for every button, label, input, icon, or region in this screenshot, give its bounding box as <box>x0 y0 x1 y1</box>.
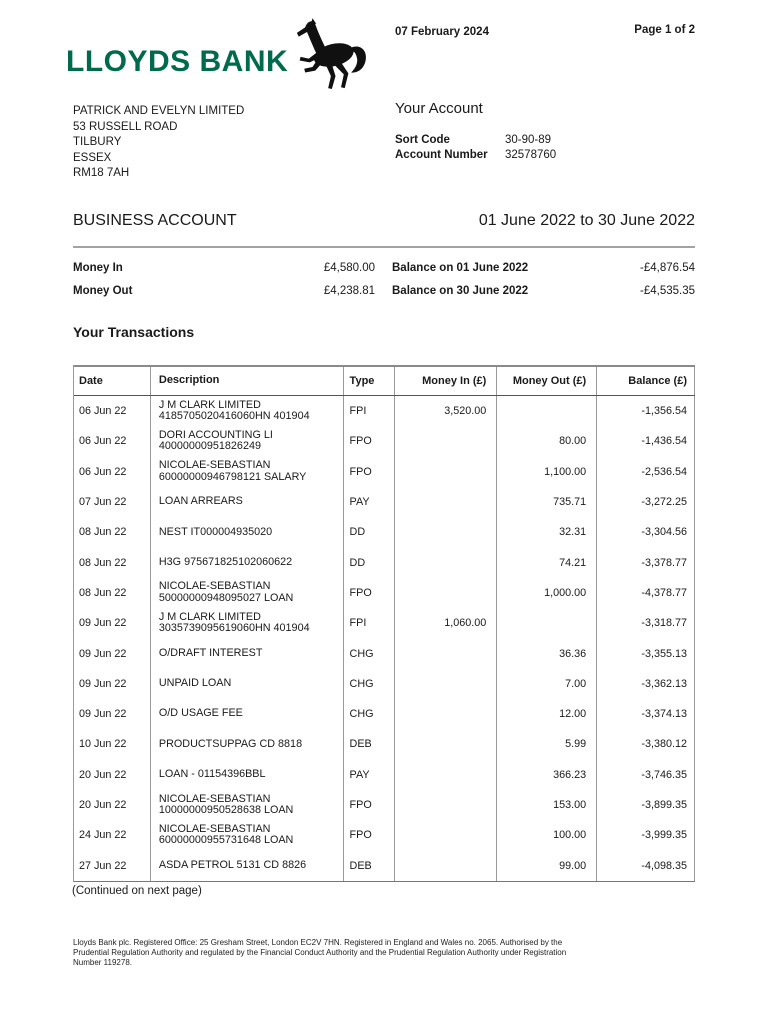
cell-balance: -3,304.56 <box>597 517 695 547</box>
statement-date: 07 February 2024 <box>395 26 489 38</box>
address-line: TILBURY <box>73 136 122 148</box>
table-row <box>74 638 695 668</box>
table-row <box>74 578 695 608</box>
lloyds-bank-logo <box>66 18 376 92</box>
money-out-label: Money Out <box>73 285 133 297</box>
cell-money-in: 3,520.00 <box>395 396 497 426</box>
table-row <box>74 699 695 729</box>
cell-type: FPO <box>344 426 396 456</box>
cell-money-out <box>497 396 597 426</box>
cell-money-in <box>395 729 497 759</box>
cell-balance: -3,899.35 <box>597 790 695 820</box>
cell-type: FPI <box>344 608 396 638</box>
cell-date: 09 Jun 22 <box>74 699 151 729</box>
balance-end-label: Balance on 30 June 2022 <box>392 285 529 297</box>
cell-money-in: 1,060.00 <box>395 608 497 638</box>
statement-period: 01 June 2022 to 30 June 2022 <box>478 212 695 229</box>
cell-description: DORI ACCOUNTING LI 40000000951826249 <box>151 426 344 456</box>
cell-description: J M CLARK LIMITED 4185705020416060HN 401904 <box>151 396 344 426</box>
table-row <box>74 729 695 759</box>
address-line: 53 RUSSELL ROAD <box>73 120 178 133</box>
cell-type: DEB <box>344 729 396 759</box>
summary-row-in <box>73 262 695 285</box>
balance-start-label: Balance on 01 June 2022 <box>392 262 529 274</box>
cell-date: 06 Jun 22 <box>74 457 151 487</box>
cell-description: PRODUCTSUPPAG CD 8818 <box>151 729 344 759</box>
horse-logo-icon <box>284 18 376 92</box>
money-in-label: Money In <box>73 262 123 274</box>
cell-balance: -3,318.77 <box>597 608 695 638</box>
cell-date: 20 Jun 22 <box>74 790 151 820</box>
account-number-value: 32578760 <box>505 149 557 161</box>
cell-balance: -3,272.25 <box>597 487 695 517</box>
bank-name: LLOYDS BANK <box>66 45 289 78</box>
cell-balance: -3,746.35 <box>597 760 695 790</box>
cell-money-out: 366.23 <box>497 760 597 790</box>
table-row <box>74 760 695 790</box>
cell-balance: -3,999.35 <box>597 820 695 850</box>
address-line: RM18 7AH <box>73 167 130 179</box>
divider-rule <box>73 246 695 248</box>
cell-date: 09 Jun 22 <box>74 638 151 668</box>
sort-code-value: 30-90-89 <box>505 134 552 146</box>
summary-row-out <box>73 285 695 308</box>
cell-money-out: 32.31 <box>497 517 597 547</box>
cell-description: LOAN - 01154396BBL <box>151 760 344 790</box>
cell-description: H3G 975671825102060622 <box>151 547 344 577</box>
cell-type: FPO <box>344 820 396 850</box>
cell-balance: -4,098.35 <box>597 850 695 880</box>
cell-money-in <box>395 426 497 456</box>
statement-period-row <box>73 212 695 230</box>
table-row <box>74 457 695 487</box>
cell-type: DEB <box>344 850 396 880</box>
column-header-money-in: Money In (£) <box>395 367 497 395</box>
cell-type: CHG <box>344 638 396 668</box>
account-details <box>395 100 695 163</box>
cell-money-in <box>395 820 497 850</box>
table-row <box>74 669 695 699</box>
cell-description: UNPAID LOAN <box>151 669 344 699</box>
cell-money-out: 7.00 <box>497 669 597 699</box>
legal-footer: Lloyds Bank plc. Registered Office: 25 Gresham Street, London EC2V 7HN. Registered in England and Wales no. 2065. Authorised by the Prudential Regulation Authority and regulated by the Financial Conduct Authority and the Prudential Regulation Authority under Registration Number 119278. <box>73 938 567 967</box>
table-row <box>74 850 695 880</box>
cell-type: DD <box>344 547 396 577</box>
customer-address <box>73 104 244 182</box>
cell-date: 10 Jun 22 <box>74 729 151 759</box>
cell-date: 27 Jun 22 <box>74 850 151 880</box>
cell-money-out: 12.00 <box>497 699 597 729</box>
cell-money-in <box>395 578 497 608</box>
cell-balance: -3,374.13 <box>597 699 695 729</box>
table-row <box>74 396 695 426</box>
cell-money-out: 153.00 <box>497 790 597 820</box>
cell-date: 09 Jun 22 <box>74 669 151 699</box>
cell-money-out: 100.00 <box>497 820 597 850</box>
cell-money-out: 1,100.00 <box>497 457 597 487</box>
address-line: ESSEX <box>73 151 112 164</box>
cell-type: FPO <box>344 457 396 487</box>
column-header-description: Description <box>151 367 344 395</box>
cell-description: O/DRAFT INTEREST <box>151 638 344 668</box>
cell-balance: -3,355.13 <box>597 638 695 668</box>
cell-money-in <box>395 760 497 790</box>
transactions-table <box>73 365 695 882</box>
cell-money-in <box>395 669 497 699</box>
cell-type: CHG <box>344 699 396 729</box>
cell-date: 24 Jun 22 <box>74 820 151 850</box>
transactions-table-body <box>74 396 695 882</box>
cell-balance: -1,356.54 <box>597 396 695 426</box>
balance-end-value: -£4,535.35 <box>640 285 695 297</box>
cell-money-out: 99.00 <box>497 850 597 880</box>
money-out-value: £4,238.81 <box>323 285 375 297</box>
cell-description: NICOLAE-SEBASTIAN 60000000955731648 LOAN <box>151 820 344 850</box>
transactions-table-header <box>74 365 695 396</box>
cell-description: J M CLARK LIMITED 3035739095619060HN 401904 <box>151 608 344 638</box>
cell-money-in <box>395 790 497 820</box>
cell-date: 06 Jun 22 <box>74 396 151 426</box>
table-row <box>74 608 695 638</box>
column-header-date: Date <box>74 367 151 395</box>
cell-money-out: 74.21 <box>497 547 597 577</box>
cell-balance: -3,380.12 <box>597 729 695 759</box>
cell-description: NICOLAE-SEBASTIAN 50000000948095027 LOAN <box>151 578 344 608</box>
cell-money-in <box>395 699 497 729</box>
cell-money-out <box>497 608 597 638</box>
page-indicator: Page 1 of 2 <box>634 24 695 36</box>
table-row <box>74 547 695 577</box>
account-type-title: BUSINESS ACCOUNT <box>73 212 237 229</box>
cell-type: FPO <box>344 790 396 820</box>
cell-money-out: 36.36 <box>497 638 597 668</box>
cell-money-out: 1,000.00 <box>497 578 597 608</box>
cell-type: FPO <box>344 578 396 608</box>
cell-balance: -2,536.54 <box>597 457 695 487</box>
cell-date: 09 Jun 22 <box>74 608 151 638</box>
column-header-type: Type <box>344 367 396 395</box>
your-account-title: Your Account <box>395 100 483 117</box>
cell-balance: -4,378.77 <box>597 578 695 608</box>
balance-summary <box>73 262 695 308</box>
cell-type: CHG <box>344 669 396 699</box>
continued-note: (Continued on next page) <box>72 885 202 897</box>
account-number-row <box>395 148 695 163</box>
cell-money-out: 5.99 <box>497 729 597 759</box>
customer-name: PATRICK AND EVELYN LIMITED <box>73 105 245 117</box>
table-row <box>74 790 695 820</box>
table-row <box>74 820 695 850</box>
cell-money-in <box>395 457 497 487</box>
money-in-value: £4,580.00 <box>323 262 375 274</box>
cell-date: 06 Jun 22 <box>74 426 151 456</box>
balance-start-value: -£4,876.54 <box>640 262 695 274</box>
cell-date: 08 Jun 22 <box>74 517 151 547</box>
cell-description: NICOLAE-SEBASTIAN 60000000946798121 SALARY <box>151 457 344 487</box>
cell-date: 20 Jun 22 <box>74 760 151 790</box>
cell-type: DD <box>344 517 396 547</box>
cell-description: O/D USAGE FEE <box>151 699 344 729</box>
column-header-money-out: Money Out (£) <box>497 367 597 395</box>
cell-date: 07 Jun 22 <box>74 487 151 517</box>
cell-money-out: 80.00 <box>497 426 597 456</box>
cell-description: ASDA PETROL 5131 CD 8826 <box>151 850 344 880</box>
table-row <box>74 487 695 517</box>
account-number-label: Account Number <box>395 149 488 161</box>
cell-money-in <box>395 547 497 577</box>
table-row <box>74 426 695 456</box>
cell-money-in <box>395 638 497 668</box>
cell-balance: -3,378.77 <box>597 547 695 577</box>
column-header-balance: Balance (£) <box>597 367 695 395</box>
cell-money-in <box>395 850 497 880</box>
cell-money-out: 735.71 <box>497 487 597 517</box>
cell-type: PAY <box>344 760 396 790</box>
cell-balance: -3,362.13 <box>597 669 695 699</box>
cell-date: 08 Jun 22 <box>74 578 151 608</box>
cell-date: 08 Jun 22 <box>74 547 151 577</box>
cell-type: FPI <box>344 396 396 426</box>
cell-type: PAY <box>344 487 396 517</box>
cell-description: LOAN ARREARS <box>151 487 344 517</box>
cell-balance: -1,436.54 <box>597 426 695 456</box>
cell-money-in <box>395 517 497 547</box>
transactions-title: Your Transactions <box>73 324 195 340</box>
table-row <box>74 517 695 547</box>
cell-description: NEST IT000004935020 <box>151 517 344 547</box>
cell-money-in <box>395 487 497 517</box>
cell-description: NICOLAE-SEBASTIAN 10000000950528638 LOAN <box>151 790 344 820</box>
sort-code-row <box>395 133 695 148</box>
sort-code-label: Sort Code <box>395 134 450 146</box>
